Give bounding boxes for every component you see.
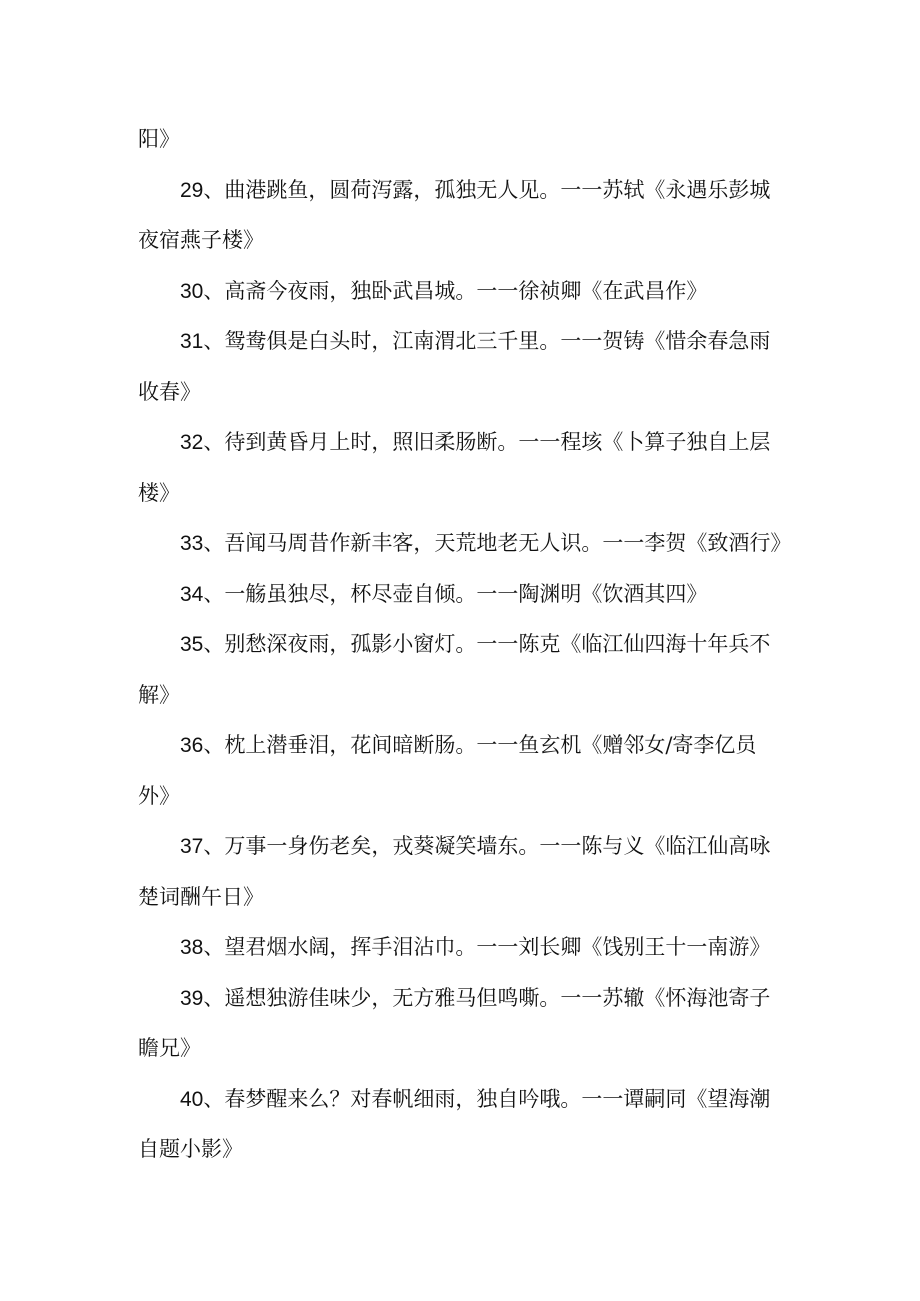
quote-text: 、春梦醒来么？对春帆细雨，独自吟哦。一一谭嗣同《望海潮	[203, 1086, 771, 1111]
item-number: 33	[180, 532, 204, 555]
list-item	[138, 114, 788, 165]
quote-text: 、吾闻马周昔作新丰客，天荒地老无人识。一一李贺《致酒行》	[203, 531, 792, 555]
list-item	[138, 720, 788, 821]
item-number: 40	[180, 1087, 204, 1111]
continuation-line: 楼》	[138, 480, 180, 505]
list-item	[138, 417, 788, 518]
first-line	[138, 417, 788, 468]
list-item	[138, 266, 788, 317]
continuation-line: 瞻兄》	[138, 1036, 201, 1060]
list-item	[138, 1074, 788, 1175]
item-number: 39	[180, 986, 204, 1010]
quote-text: 、枕上潜垂泪，花间暗断肠。一一鱼玄机《赠邻女/寄李亿员	[203, 733, 757, 757]
quote-text: 、遥想独游佳味少，无方雅马但鸣嘶。一一苏辙《怀海池寄子	[203, 985, 771, 1010]
item-number: 32	[180, 431, 204, 454]
first-line	[138, 316, 788, 367]
quote-text: 、待到黄昏月上时，照旧柔肠断。一一程垓《卜算子独自上层	[203, 430, 771, 454]
list-item	[138, 973, 788, 1074]
quote-text: 、曲港跳鱼，圆荷泻露，孤独无人见。一一苏轼《永遇乐彭城	[203, 177, 771, 202]
first-line	[138, 1074, 788, 1125]
item-number: 29	[180, 178, 204, 202]
continuation-line: 阳》	[138, 127, 180, 151]
first-line	[138, 922, 788, 973]
first-line	[138, 821, 788, 872]
quote-text: 、万事一身伤老矣，戎葵凝笑墙东。一一陈与义《临江仙高咏	[203, 834, 771, 858]
continuation-line: 解》	[138, 682, 180, 707]
list-item	[138, 518, 792, 569]
list-item	[138, 316, 788, 417]
item-number: 37	[180, 835, 204, 858]
continuation-line: 收春》	[138, 379, 201, 404]
quote-text: 、别愁深夜雨，孤影小窗灯。一一陈克《临江仙四海十年兵不	[203, 632, 771, 656]
first-line	[138, 720, 788, 771]
first-line	[138, 165, 788, 216]
item-number: 30	[180, 279, 204, 303]
item-number: 35	[180, 633, 204, 656]
item-number: 38	[180, 936, 204, 959]
first-line	[138, 569, 788, 620]
quote-text: 、望君烟水阔，挥手泪沾巾。一一刘长卿《饯别王十一南游》	[203, 935, 771, 959]
item-number: 31	[180, 330, 204, 353]
continuation-line: 自题小影》	[138, 1137, 243, 1161]
continuation-line: 楚词酬午日》	[138, 884, 264, 909]
list-item	[138, 922, 788, 973]
first-line	[138, 619, 788, 670]
continuation-line: 夜宿燕子楼》	[138, 228, 264, 252]
quote-text: 、一觞虽独尽，杯尽壶自倾。一一陶渊明《饮酒其四》	[203, 581, 708, 606]
first-line	[138, 973, 788, 1024]
quote-text: 、高斋今夜雨，独卧武昌城。一一徐祯卿《在武昌作》	[203, 278, 708, 303]
list-item	[138, 569, 788, 620]
item-number: 34	[180, 582, 204, 606]
list-item	[138, 619, 788, 720]
item-number: 36	[180, 734, 204, 757]
poem-quote-list	[138, 114, 792, 1175]
first-line	[138, 518, 792, 569]
quote-text: 、鸳鸯俱是白头时，江南渭北三千里。一一贺铸《惜余春急雨	[203, 329, 771, 353]
first-line	[138, 266, 788, 317]
list-item	[138, 821, 788, 922]
list-item	[138, 165, 788, 266]
continuation-line: 外》	[138, 783, 180, 808]
